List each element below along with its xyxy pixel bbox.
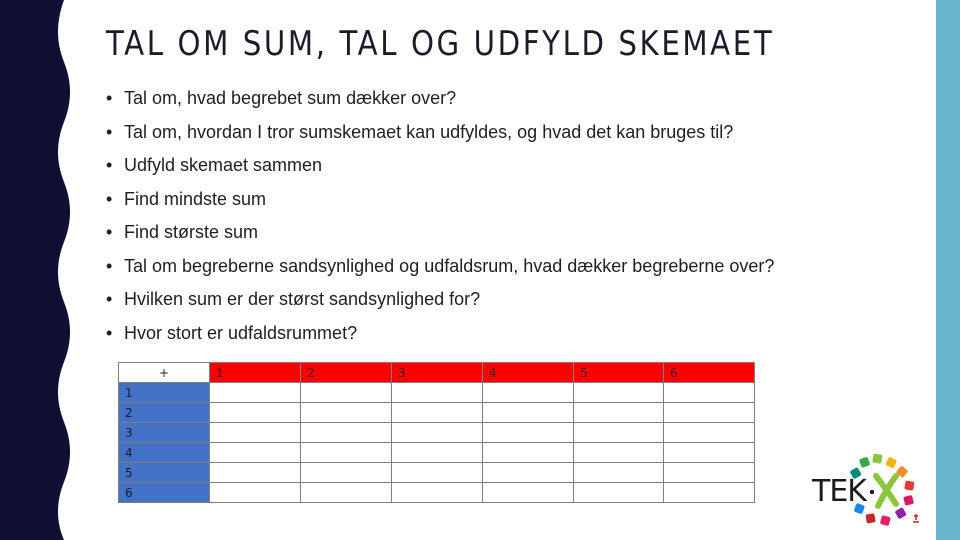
bullet-item (106, 120, 906, 154)
sum-cell[interactable] (301, 443, 392, 463)
sum-cell[interactable] (483, 383, 574, 403)
sum-cell[interactable] (392, 403, 483, 423)
right-accent-band (936, 0, 960, 540)
sum-cell[interactable] (392, 383, 483, 403)
sum-cell[interactable] (210, 483, 301, 503)
bullet-dot: • (106, 289, 113, 309)
sum-cell[interactable] (483, 463, 574, 483)
bullet-text: Hvor stort er udfaldsrummet? (124, 322, 358, 343)
bullet-dot: • (106, 322, 113, 343)
bullet-dot: • (106, 255, 113, 276)
bullet-text: Find mindste sum (124, 188, 267, 209)
sum-cell[interactable] (301, 423, 392, 443)
tek-x-logo-icon (810, 452, 926, 528)
logo-dot (870, 490, 874, 494)
sum-cell[interactable] (574, 383, 664, 403)
column-header: 4 (483, 363, 574, 383)
column-header: 6 (664, 363, 755, 383)
sum-cell[interactable] (301, 463, 392, 483)
sum-cell[interactable] (392, 443, 483, 463)
table-row (119, 383, 755, 403)
bullet-item (106, 287, 906, 321)
bullet-text: Hvilken sum er der størst sandsynlighed for? (124, 289, 481, 309)
bullet-text: Tal om, hvordan I tror sumskemaet kan udfyldes, og hvad det kan bruges til? (124, 121, 734, 142)
bullet-item (106, 220, 906, 254)
bullet-dot: • (106, 88, 113, 108)
sum-cell[interactable] (664, 443, 755, 463)
sum-cell[interactable] (483, 443, 574, 463)
sum-cell[interactable] (664, 423, 755, 443)
bullet-text: Tal om begreberne sandsynlighed og udfaldsrum, hvad dækker begreberne over? (124, 255, 775, 276)
bullet-dot: • (106, 121, 113, 142)
table-header-row (119, 363, 755, 383)
row-header: 6 (119, 483, 210, 503)
sum-cell[interactable] (483, 403, 574, 423)
sum-cell[interactable] (210, 403, 301, 423)
sum-table (118, 362, 755, 503)
bullet-text: Find største sum (124, 222, 259, 242)
logo-x-mark (876, 476, 896, 506)
row-header: 5 (119, 463, 210, 483)
sum-cell[interactable] (574, 423, 664, 443)
sum-cell[interactable] (392, 423, 483, 443)
table-row (119, 483, 755, 503)
row-header: 4 (119, 443, 210, 463)
sum-cell[interactable] (483, 483, 574, 503)
sum-cell[interactable] (664, 483, 755, 503)
bullet-dot: • (106, 155, 113, 175)
left-wavy-band (0, 0, 80, 540)
bullet-text: Udfyld skemaet sammen (124, 155, 323, 175)
sum-cell[interactable] (574, 483, 664, 503)
sum-cell[interactable] (574, 403, 664, 423)
sum-cell[interactable] (483, 423, 574, 443)
table-row (119, 443, 755, 463)
bullet-text: Tal om, hvad begrebet sum dækker over? (124, 88, 457, 108)
sum-cell[interactable] (392, 483, 483, 503)
sum-cell[interactable] (664, 383, 755, 403)
sum-cell[interactable] (392, 463, 483, 483)
row-header: 3 (119, 423, 210, 443)
bullet-dot: • (106, 222, 113, 242)
sum-cell[interactable] (574, 463, 664, 483)
bullet-item (106, 254, 906, 288)
sum-cell[interactable] (301, 403, 392, 423)
column-header: 1 (210, 363, 301, 383)
slide-title: TAL OM SUM, TAL OG UDFYLD SKEMAET (106, 24, 775, 64)
logo-text: TEK (812, 474, 866, 509)
column-header: 3 (392, 363, 483, 383)
sum-cell[interactable] (210, 463, 301, 483)
sum-cell[interactable] (664, 463, 755, 483)
table-row (119, 403, 755, 423)
sum-cell[interactable] (210, 423, 301, 443)
logo-small-figure (913, 514, 919, 522)
sum-cell[interactable] (574, 443, 664, 463)
table-corner-plus: + (119, 363, 210, 383)
bullet-item (106, 153, 906, 187)
table-row (119, 463, 755, 483)
row-header: 1 (119, 383, 210, 403)
bullet-item (106, 321, 906, 355)
bullet-list (106, 86, 906, 354)
row-header: 2 (119, 403, 210, 423)
column-header: 5 (574, 363, 664, 383)
bullet-dot: • (106, 188, 113, 209)
sum-cell[interactable] (301, 383, 392, 403)
sum-cell[interactable] (210, 383, 301, 403)
sum-cell[interactable] (210, 443, 301, 463)
bullet-item (106, 187, 906, 221)
sum-cell[interactable] (301, 483, 392, 503)
column-header: 2 (301, 363, 392, 383)
bullet-item (106, 86, 906, 120)
table-row (119, 423, 755, 443)
sum-cell[interactable] (664, 403, 755, 423)
